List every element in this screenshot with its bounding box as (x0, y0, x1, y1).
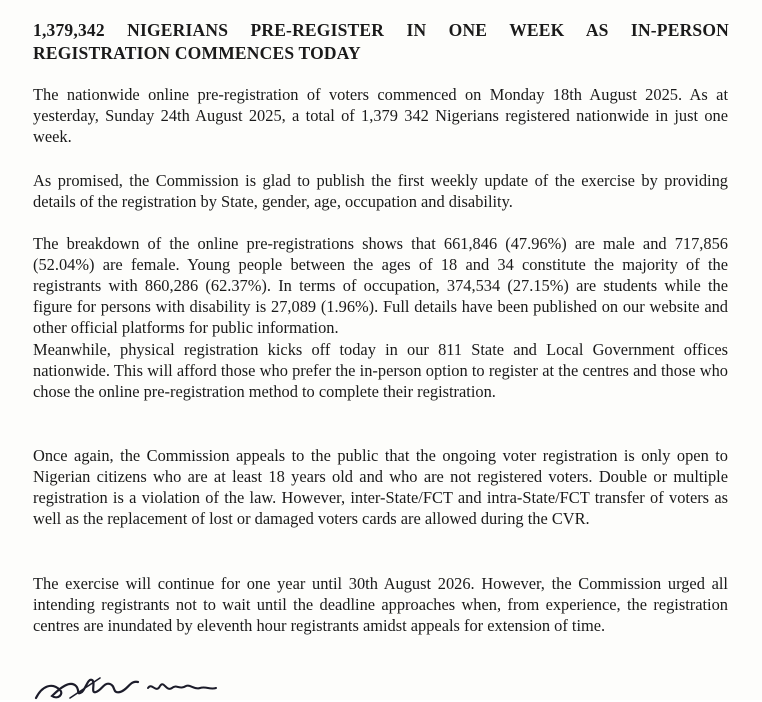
paragraph-6: The exercise will continue for one year until 30th August 2026. However, the Commission urged all intending registrants not to wait until the deadline approaches when, from experience, the registration centres are inundated by eleventh hour registrants amidst appeals for extension of time. (33, 574, 728, 635)
signature-image (30, 668, 230, 702)
paragraph-5: Once again, the Commission appeals to the public that the ongoing voter registration is only open to Nigerian citizens who are at least 18 years old and who are not registered voters. Double or multiple registration is a violation of the law. However, inter-State/FCT and intra-State/FCT transfer of voters as well as the replacement of lost or damaged voters cards are allowed during the CVR. (33, 446, 728, 528)
paragraph-4: Meanwhile, physical registration kicks off today in our 811 State and Local Government offices nationwide. This will afford those who prefer the in-person option to register at the centres and those who chose the online pre-registration method to complete their registration. (33, 340, 728, 401)
paragraph-2: As promised, the Commission is glad to publish the first weekly update of the exercise by providing details of the registration by State, gender, age, occupation and disability. (33, 171, 728, 211)
paragraph-1: The nationwide online pre-registration of voters commenced on Monday 18th August 2025. As at yesterday, Sunday 24th August 2025, a total of 1,379 342 Nigerians registered nationwide in just one week. (33, 85, 728, 146)
headline: 1,379,342 NIGERIANS PRE-REGISTER IN ONE WEEK AS IN-PERSON REGISTRATION COMMENCES TODAY (33, 20, 729, 63)
paragraph-3: The breakdown of the online pre-registrations shows that 661,846 (47.96%) are male and 717,856 (52.04%) are female. Young people between the ages of 18 and 34 constitute the majority of the registrants with 860,286 (62.37%). In terms of occupation, 374,534 (27.15%) are students while the figure for persons with disability is 27,089 (1.96%). Full details have been published on our website and other official platforms for public information. (33, 234, 728, 337)
